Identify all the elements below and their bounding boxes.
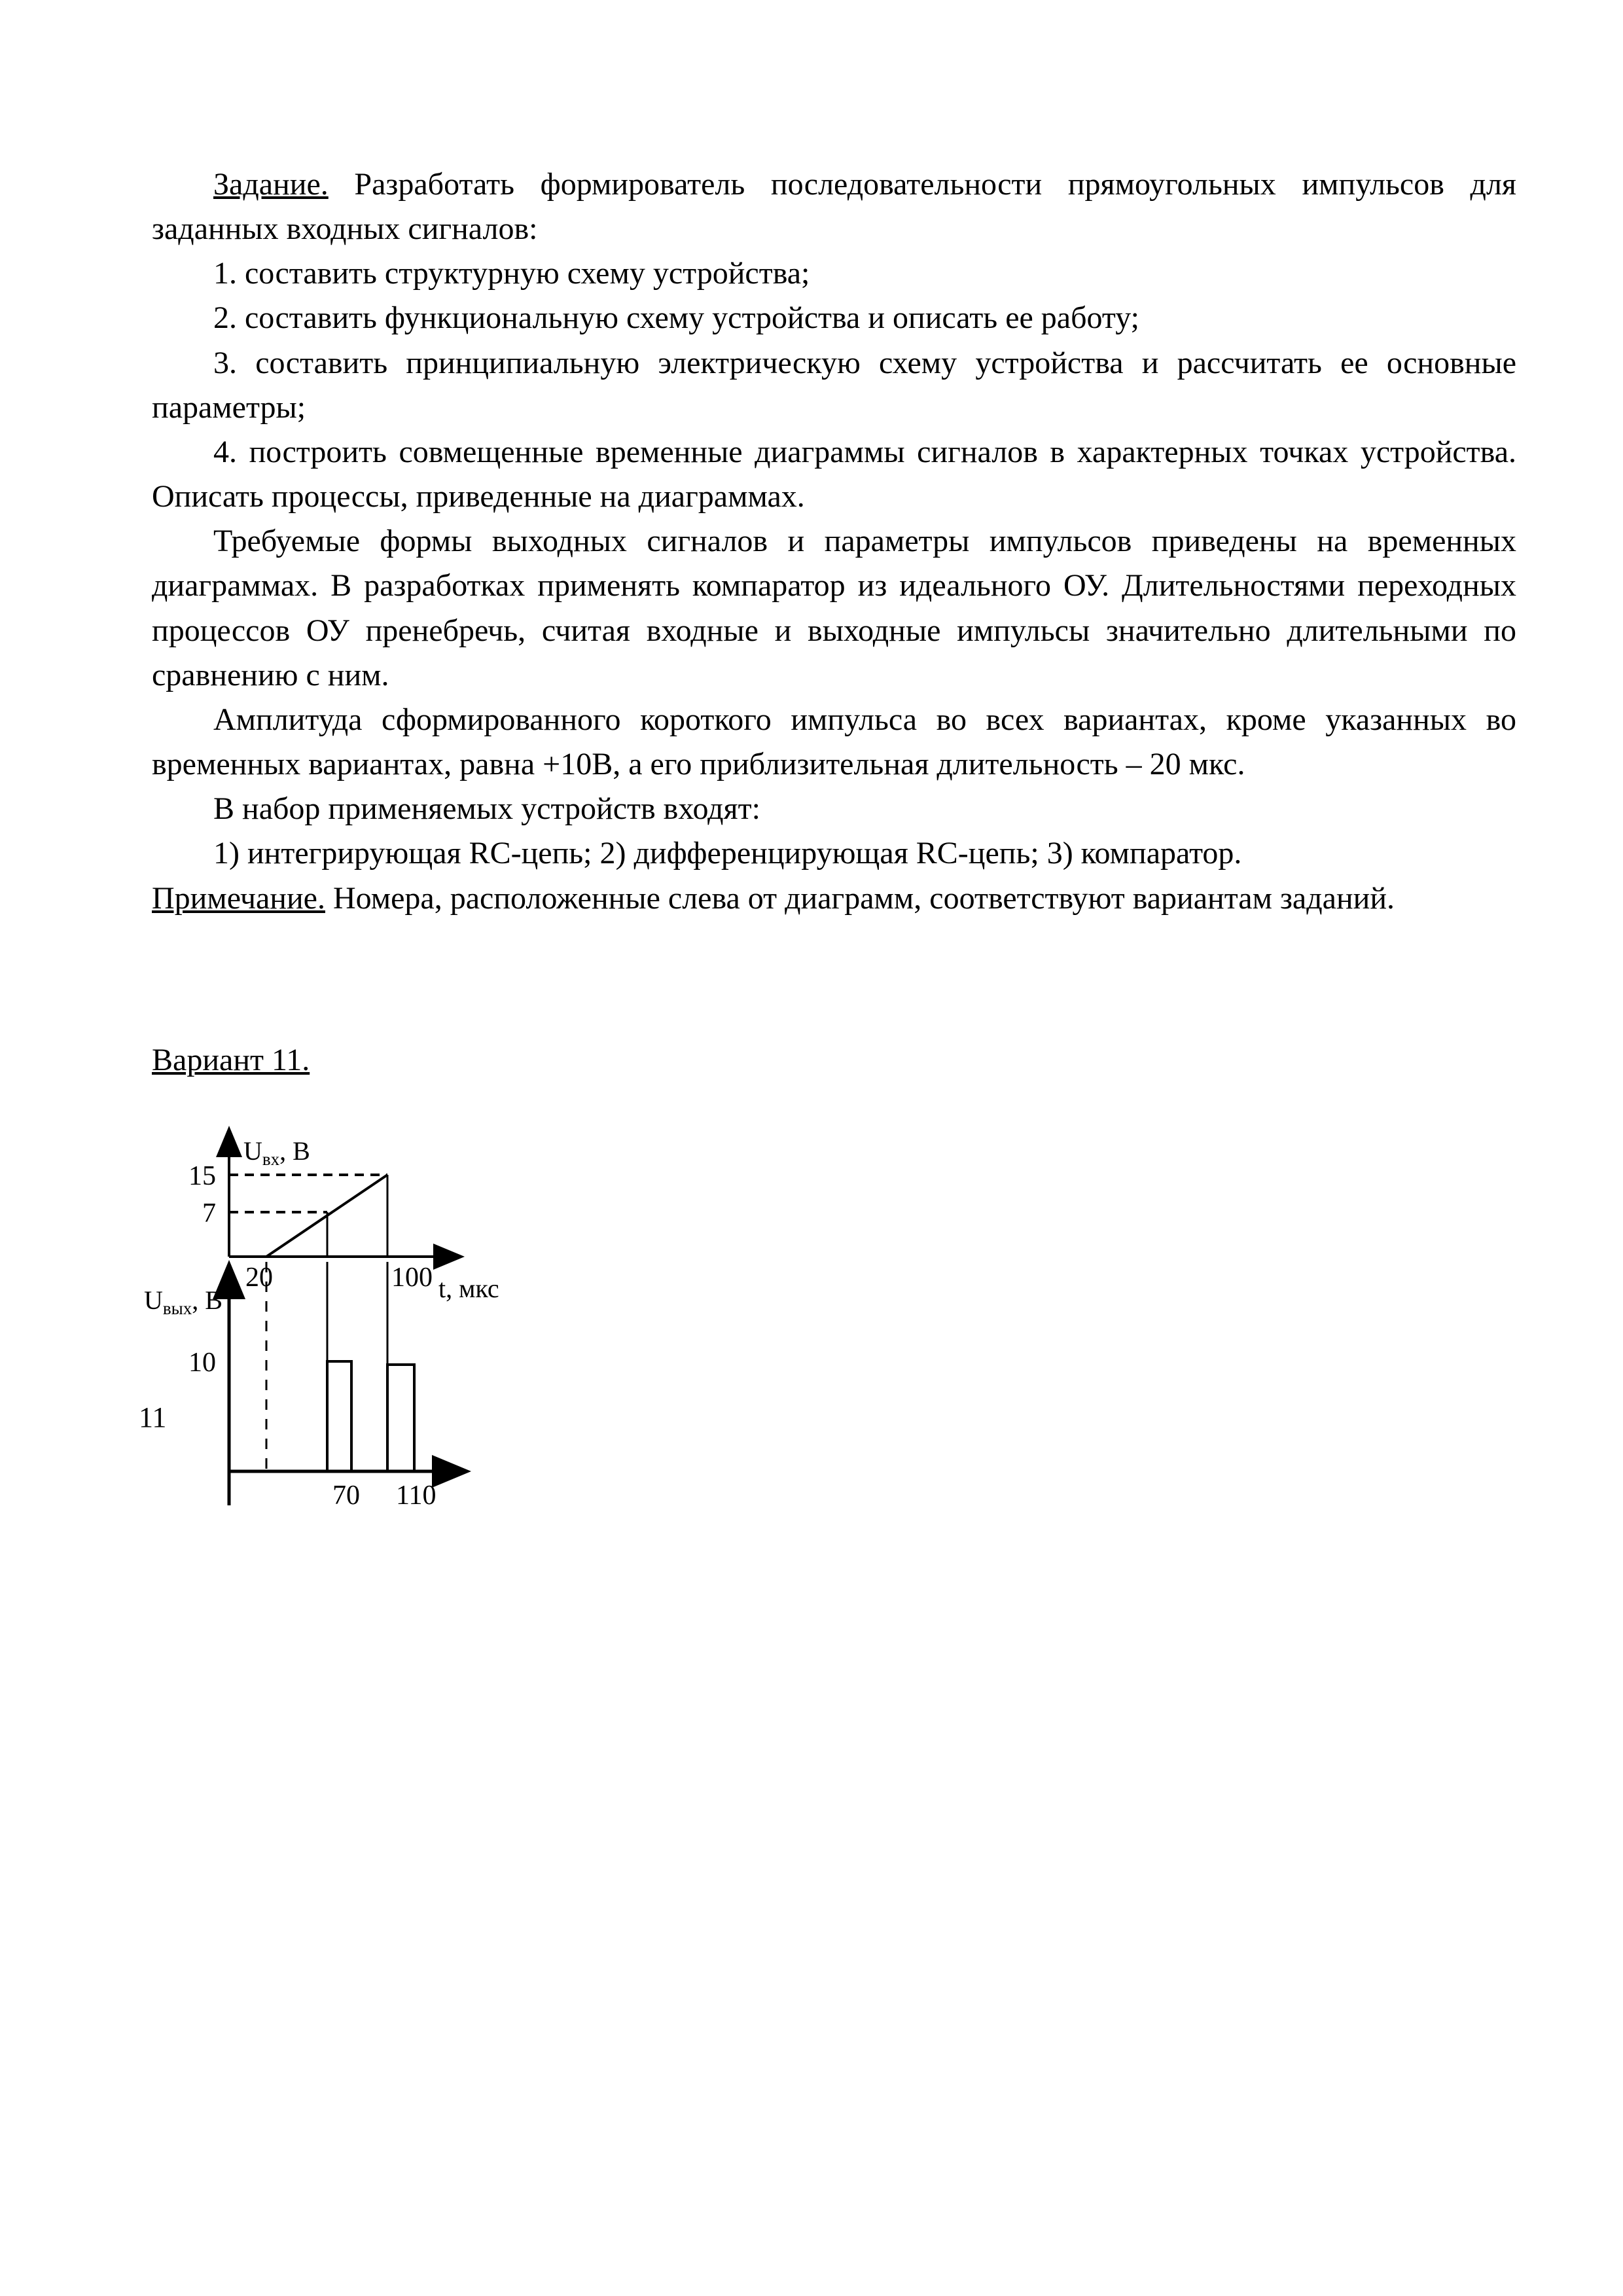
output-pulse-2 (387, 1365, 414, 1471)
timing-diagrams (131, 1113, 851, 1558)
task-label: Задание. (213, 167, 329, 202)
paragraph-note (152, 876, 1516, 921)
output-xtick-70: 70 (332, 1480, 360, 1511)
input-y-axis-title: $U_{вх}$, В (243, 1136, 310, 1169)
output-y-axis-title: $U_{вых}$, В (144, 1285, 223, 1318)
paragraph-devices-list: 1) интегрирующая RC-цепь; 2) дифференцирующая RC-цепь; 3) компаратор. (213, 836, 1242, 871)
paragraph-requirements: Требуемые формы выходных сигналов и параметры импульсов приведены на временных диаграммах. В разработках применять компаратор из идеального ОУ. Длительностями переходных процессов ОУ пренебречь, считая входные и выходные импульсы значительно длительными по сравнению с ним. (152, 524, 1516, 692)
paragraph-item-3: 3. составить принципиальную электрическую схему устройства и рассчитать ее основные параметры; (152, 345, 1516, 425)
output-ytick-10: 10 (188, 1348, 216, 1378)
output-pulse-1 (327, 1361, 351, 1471)
variant-number-label: 11 (139, 1401, 167, 1433)
input-x-axis-title: t, мкс (438, 1274, 499, 1303)
input-ytick-7: 7 (202, 1198, 216, 1229)
chart-output-signal (144, 1262, 438, 1511)
chart-input-signal (188, 1136, 499, 1303)
document-body (152, 162, 1516, 921)
input-xtick-100: 100 (391, 1263, 433, 1293)
task-intro-text: Разработать формирователь последовательности прямоугольных импульсов для заданных входных сигналов: (152, 167, 1516, 247)
input-xtick-20: 20 (245, 1263, 273, 1293)
paragraph-item-1: 1. составить структурную схему устройства; (213, 256, 810, 291)
input-ytick-15: 15 (188, 1161, 216, 1191)
paragraph-item-4: 4. построить совмещенные временные диаграммы сигналов в характерных точках устройства. Описать процессы, приведенные на диаграммах. (152, 434, 1516, 514)
paragraph-amplitude: Амплитуда сформированного короткого импульса во всех вариантах, кроме указанных во временных вариантах, равна +10В, а его приблизительная длительность – 20 мкс. (152, 702, 1516, 782)
paragraph-task-intro (152, 162, 1516, 251)
paragraph-devices-intro: В набор применяемых устройств входят: (213, 791, 760, 827)
note-text: Номера, расположенные слева от диаграмм, соответствуют вариантам заданий. (325, 880, 1395, 916)
variant-heading: Вариант 11. (152, 1043, 310, 1077)
output-xtick-110: 110 (396, 1480, 437, 1511)
paragraph-item-2: 2. составить функциональную схему устройства и описать ее работу; (213, 300, 1139, 336)
note-label: Примечание. (152, 880, 325, 916)
